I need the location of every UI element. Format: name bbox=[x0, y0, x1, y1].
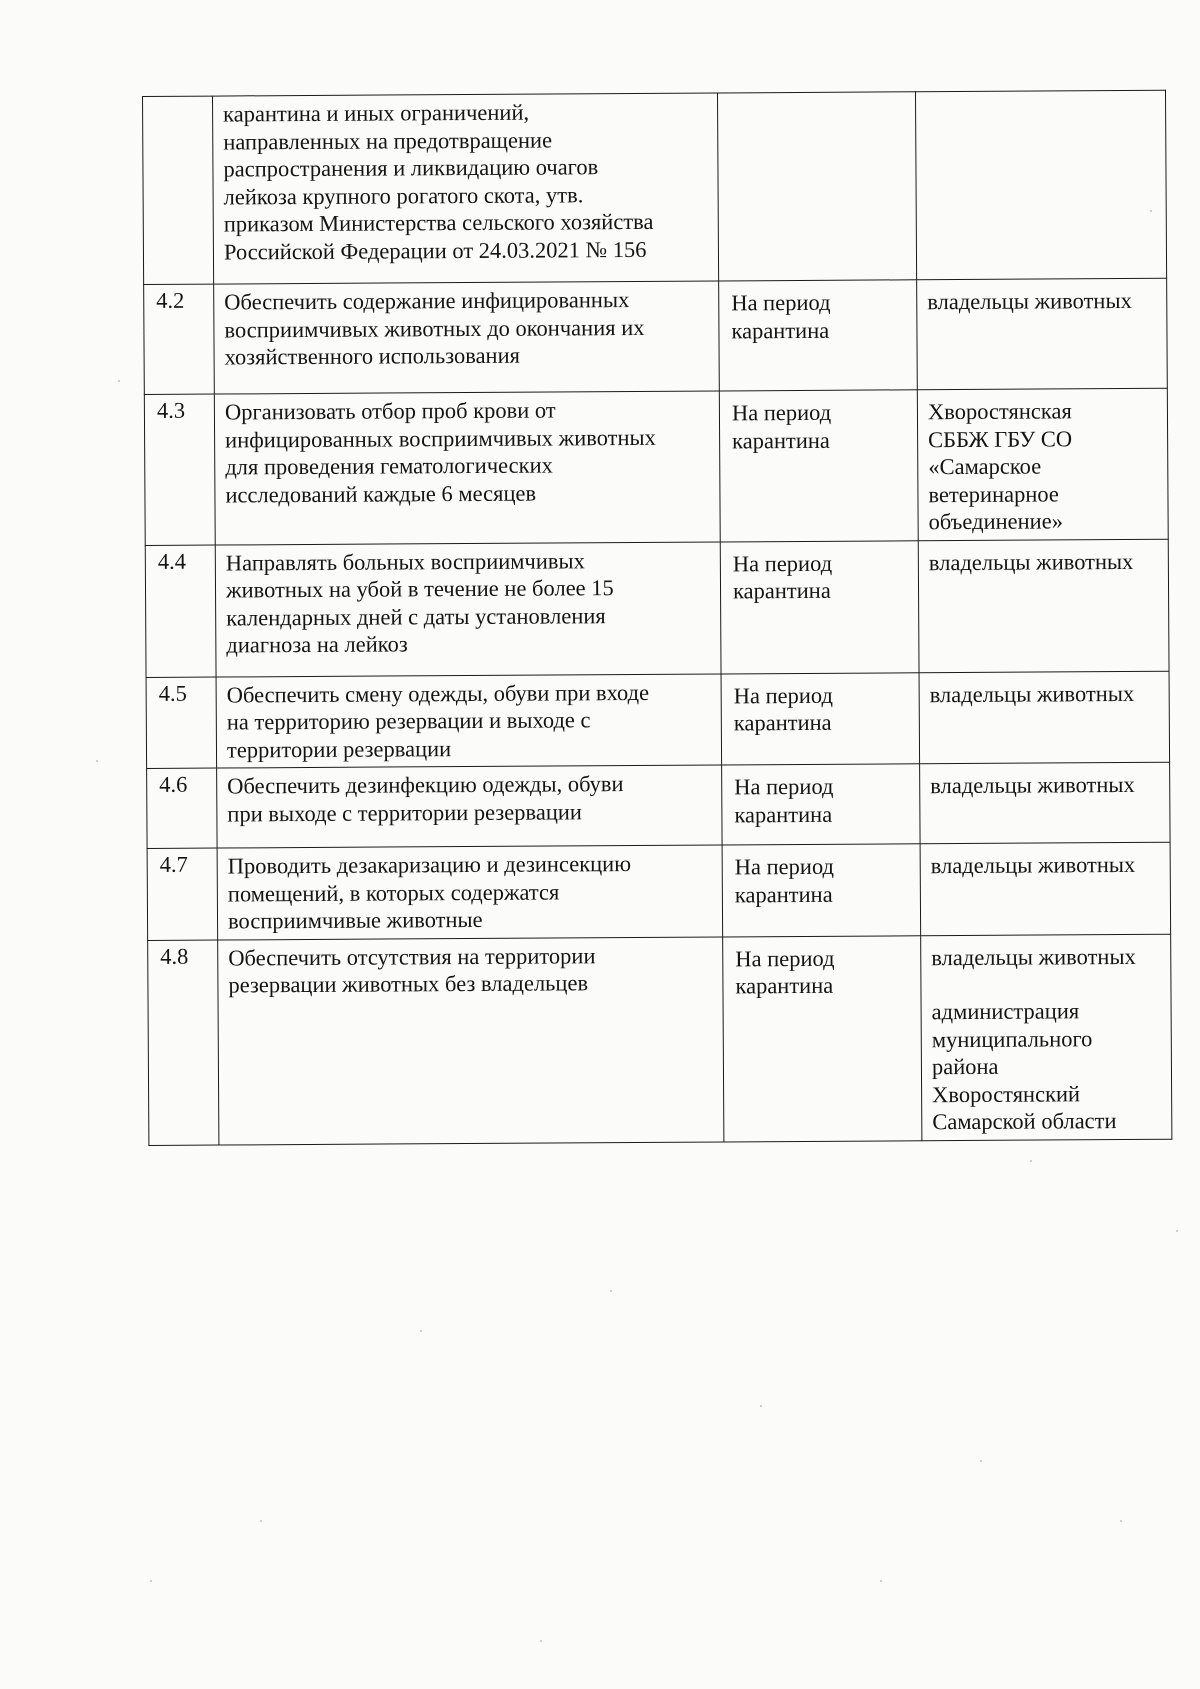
table-row bbox=[143, 90, 1167, 284]
term-line: На период bbox=[733, 682, 833, 708]
measure-text-line: распространения и ликвидацию очагов bbox=[223, 154, 599, 182]
measure-text-line: резервации животных без владельцев bbox=[228, 970, 589, 998]
measure-text-cell bbox=[213, 93, 719, 284]
term-line: карантина bbox=[731, 317, 830, 343]
measure-text-line: инфицированных восприимчивых животных bbox=[225, 424, 656, 452]
scan-speck bbox=[980, 1460, 982, 1462]
responsible-line: владельцы животных bbox=[931, 943, 1136, 970]
table-row bbox=[146, 671, 1170, 769]
row-number: 4.2 bbox=[156, 287, 185, 313]
responsible-cell bbox=[920, 842, 1171, 935]
row-number-cell bbox=[147, 768, 217, 848]
term-line: На период bbox=[734, 853, 835, 880]
measure-text-line: лейкоза крупного рогатого скота, утв. bbox=[223, 181, 584, 210]
scan-speck bbox=[540, 1640, 542, 1642]
row-number-cell bbox=[143, 96, 214, 284]
term-cell bbox=[721, 672, 920, 765]
responsible-cell bbox=[918, 539, 1169, 673]
row-number-cell bbox=[145, 545, 216, 677]
table-row bbox=[147, 842, 1171, 940]
responsible-line: Хворостянский bbox=[932, 1080, 1081, 1107]
term-line: На период bbox=[735, 945, 835, 971]
term-cell bbox=[717, 92, 916, 281]
measure-text-line: карантина и иных ограничений, bbox=[223, 99, 530, 127]
measure-text-cell bbox=[214, 391, 720, 545]
scan-speck bbox=[1030, 1160, 1032, 1162]
measure-text-line: помещений, в которых содержатся bbox=[227, 878, 560, 906]
responsible-cell bbox=[917, 388, 1168, 540]
term-line: карантина bbox=[732, 427, 830, 453]
table-row bbox=[148, 934, 1172, 1145]
responsible-line: муниципального bbox=[931, 1025, 1093, 1052]
row-number: 4.3 bbox=[156, 397, 186, 423]
row-number: 4.5 bbox=[158, 680, 187, 706]
measure-text-line: Российской Федерации от 24.03.2021 № 156 bbox=[223, 236, 647, 265]
row-number-cell bbox=[147, 848, 218, 940]
term-line: карантина bbox=[732, 577, 831, 604]
scan-speck bbox=[1176, 1230, 1178, 1232]
term-cell bbox=[719, 390, 918, 542]
measure-text-line: на территорию резервации и выходе с bbox=[226, 707, 591, 735]
responsible-line: Самарской области bbox=[932, 1108, 1117, 1135]
table-row bbox=[144, 388, 1168, 545]
measure-text-line: хозяйственного использования bbox=[224, 342, 521, 370]
term-cell bbox=[722, 844, 921, 937]
measures-table-body bbox=[143, 90, 1172, 1145]
scan-speck bbox=[880, 1580, 882, 1582]
term-cell bbox=[722, 764, 920, 845]
responsible-cell bbox=[921, 934, 1172, 1141]
term-line: карантина bbox=[735, 972, 834, 999]
measures-table bbox=[142, 90, 1172, 1146]
scan-speck bbox=[96, 760, 98, 762]
measure-text-line: приказом Министерства сельского хозяйства bbox=[223, 208, 654, 237]
row-number: 4.4 bbox=[157, 548, 187, 574]
measure-text-cell bbox=[217, 765, 722, 848]
term-line: На период bbox=[732, 550, 833, 576]
measure-text-line: Организовать отбор проб крови от bbox=[224, 397, 556, 425]
measure-text-line: направленных на предотвращение bbox=[223, 126, 553, 155]
measure-text-line: животных на убой в течение не более 15 bbox=[225, 575, 614, 603]
measure-text-cell bbox=[214, 281, 720, 394]
measure-text-line: при выходе с территории резервации bbox=[227, 798, 583, 826]
measure-text-line: Обеспечить содержание инфицированных bbox=[224, 287, 630, 315]
scan-speck bbox=[1120, 1520, 1122, 1522]
row-number-cell bbox=[148, 940, 219, 1145]
measure-text-line: Обеспечить дезинфекцию одежды, обуви bbox=[227, 771, 624, 799]
responsible-line: СББЖ ГБУ СО bbox=[928, 425, 1073, 452]
responsible-spacer bbox=[931, 970, 1162, 998]
responsible-line: владельцы животных bbox=[927, 287, 1132, 315]
measure-text-cell bbox=[218, 936, 724, 1144]
term-line: На период bbox=[731, 289, 831, 316]
responsible-line: владельцы животных bbox=[930, 851, 1136, 879]
term-line: На период bbox=[731, 399, 832, 426]
responsible-line: владельцы животных bbox=[928, 548, 1134, 575]
term-line: На период bbox=[734, 773, 834, 800]
scan-speck bbox=[150, 1580, 152, 1582]
measure-text-line: Обеспечить смену одежды, обуви при входе bbox=[226, 679, 650, 707]
row-number-cell bbox=[146, 677, 217, 769]
term-cell bbox=[723, 935, 922, 1141]
table-row bbox=[144, 278, 1168, 394]
measure-text-cell bbox=[217, 845, 723, 940]
term-line: карантина bbox=[734, 801, 833, 827]
responsible-line: владельцы животных bbox=[929, 680, 1135, 707]
measure-text-line: Проводить дезакаризацию и дезинсекцию bbox=[227, 851, 632, 879]
term-line: карантина bbox=[734, 881, 833, 907]
table-row bbox=[145, 539, 1169, 677]
scan-speck bbox=[1150, 210, 1152, 212]
responsible-line: Хворостянская bbox=[927, 398, 1072, 425]
responsible-line: владельцы животных bbox=[930, 771, 1135, 799]
row-number: 4.6 bbox=[159, 771, 188, 797]
row-number-cell bbox=[144, 284, 215, 394]
responsible-line: администрация bbox=[931, 998, 1080, 1025]
responsible-cell bbox=[917, 278, 1168, 390]
responsible-line: объединение» bbox=[928, 508, 1063, 535]
scan-speck bbox=[420, 1330, 422, 1332]
measure-text-line: календарных дней с даты установления bbox=[226, 602, 606, 630]
responsible-cell bbox=[915, 90, 1166, 280]
scan-speck bbox=[610, 1290, 612, 1292]
measure-text-line: исследований каждые 6 месяцев bbox=[225, 480, 537, 507]
table-row bbox=[147, 762, 1170, 848]
term-cell bbox=[719, 280, 918, 391]
scan-speck bbox=[118, 380, 120, 382]
row-number: 4.7 bbox=[159, 851, 188, 877]
scan-speck bbox=[760, 1405, 762, 1407]
row-number-cell bbox=[144, 394, 215, 545]
measure-text-line: восприимчивые животные bbox=[227, 906, 483, 934]
row-number: 4.8 bbox=[160, 943, 189, 969]
measure-text-line: Направлять больных восприимчивых bbox=[225, 547, 585, 575]
measure-text-cell bbox=[215, 541, 721, 676]
responsible-line: района bbox=[931, 1053, 999, 1080]
responsible-cell bbox=[920, 762, 1170, 844]
responsible-cell bbox=[919, 671, 1170, 764]
measure-text-line: восприимчивых животных до окончания их bbox=[224, 314, 645, 343]
scan-speck bbox=[260, 1520, 262, 1522]
measure-text-line: для проведения гематологических bbox=[225, 452, 553, 480]
responsible-line: «Самарское bbox=[928, 453, 1042, 480]
measure-text-line: территории резервации bbox=[226, 735, 452, 762]
term-cell bbox=[720, 540, 919, 673]
measure-text-line: Обеспечить отсутствия на территории bbox=[228, 942, 596, 970]
responsible-line: ветеринарное bbox=[928, 480, 1059, 507]
measure-text-line: диагноза на лейкоз bbox=[226, 631, 408, 658]
term-line: карантина bbox=[733, 709, 832, 736]
measure-text-cell bbox=[216, 673, 722, 768]
